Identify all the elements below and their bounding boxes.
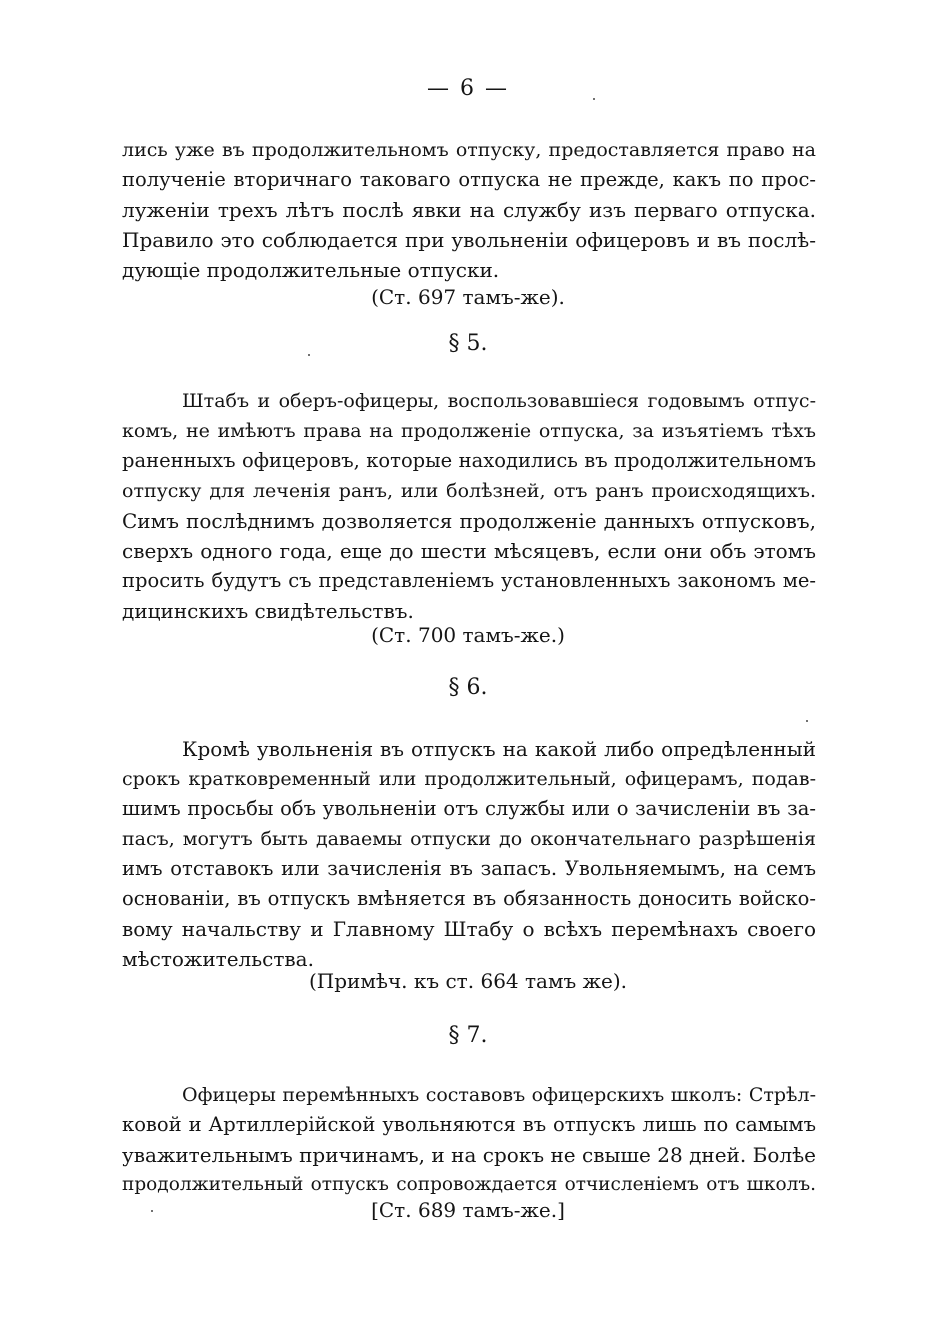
text-line: шимъ просьбы объ увольненіи отъ службы или о зачисленіи въ за- xyxy=(122,797,816,820)
text-line: уважительнымъ причинамъ, и на срокъ не свыше 28 дней. Болѣе xyxy=(122,1143,816,1167)
text-line: Кромѣ увольненія въ отпускъ на какой либо опредѣленный xyxy=(182,737,816,761)
text-line: мѣстожительства. xyxy=(122,947,314,971)
text-line: продолжительный отпускъ сопровождается отчисленіемъ отъ школъ. xyxy=(122,1174,816,1195)
text-line: пасъ, могутъ быть даваемы отпуски до окончательнаго разрѣшенія xyxy=(122,828,816,850)
text-line: просить будутъ съ представленіемъ установленныхъ закономъ ме- xyxy=(122,569,816,592)
citation: (Ст. 697 тамъ-же). xyxy=(371,285,565,309)
citation: (Примѣч. къ ст. 664 тамъ же). xyxy=(308,969,628,993)
text-line: комъ, не имѣютъ права на продолженіе отпуска, за изъятіемъ тѣхъ xyxy=(122,420,816,442)
text-line: Офицеры перемѣнныхъ составовъ офицерскихъ школъ: Стрѣл- xyxy=(182,1084,816,1106)
scan-speck xyxy=(151,1210,153,1212)
text-line: Штабъ и оберъ-офицеры, воспользовавшіеся годовымъ отпус- xyxy=(182,390,816,412)
page-number: — 6 — xyxy=(427,76,509,101)
text-line: дицинскихъ свидѣтельствъ. xyxy=(122,599,414,623)
text-line: ковой и Артиллерійской увольняются въ отпускъ лишь по самымъ xyxy=(122,1113,816,1136)
text-line: вому начальству и Главному Штабу о всѣхъ перемѣнахъ своего xyxy=(122,917,816,941)
text-line: лись уже въ продолжительномъ отпуску, предоставляется право на xyxy=(122,139,816,161)
text-line: Правило это соблюдается при увольненіи офицеровъ и въ послѣ- xyxy=(122,228,816,252)
text-line: луженіи трехъ лѣтъ послѣ явки на службу изъ перваго отпуска. xyxy=(122,198,816,222)
scan-speck xyxy=(308,354,310,356)
citation: (Ст. 700 тамъ-же.) xyxy=(371,623,565,647)
text-line: Симъ послѣднимъ дозволяется продолженіе данныхъ отпусковъ, xyxy=(122,509,816,533)
text-line: дующіе продолжительные отпуски. xyxy=(122,258,500,282)
text-line: основаніи, въ отпускъ вмѣняется въ обязанность доносить войско- xyxy=(122,887,816,910)
scan-speck xyxy=(593,98,595,100)
section-heading-5: § 5. xyxy=(448,331,488,356)
text-line: срокъ кратковременный или продолжительный, офицерамъ, подав- xyxy=(122,768,816,790)
text-line: раненныхъ офицеровъ, которые находились въ продолжительномъ xyxy=(122,449,816,472)
text-line: полученіе вторичнаго таковаго отпуска не прежде, какъ по прос- xyxy=(122,168,816,191)
citation: [Ст. 689 тамъ-же.] xyxy=(371,1198,565,1222)
section-heading-7: § 7. xyxy=(448,1023,488,1048)
text-line: отпуску для леченія ранъ, или болѣзней, отъ ранъ происходящихъ. xyxy=(122,480,816,502)
text-line: сверхъ одного года, еще до шести мѣсяцевъ, если они объ этомъ xyxy=(122,539,816,563)
section-heading-6: § 6. xyxy=(448,675,488,700)
text-line: имъ отставокъ или зачисленія въ запасъ. Увольняемымъ, на семъ xyxy=(122,857,816,880)
scan-speck xyxy=(806,720,808,722)
